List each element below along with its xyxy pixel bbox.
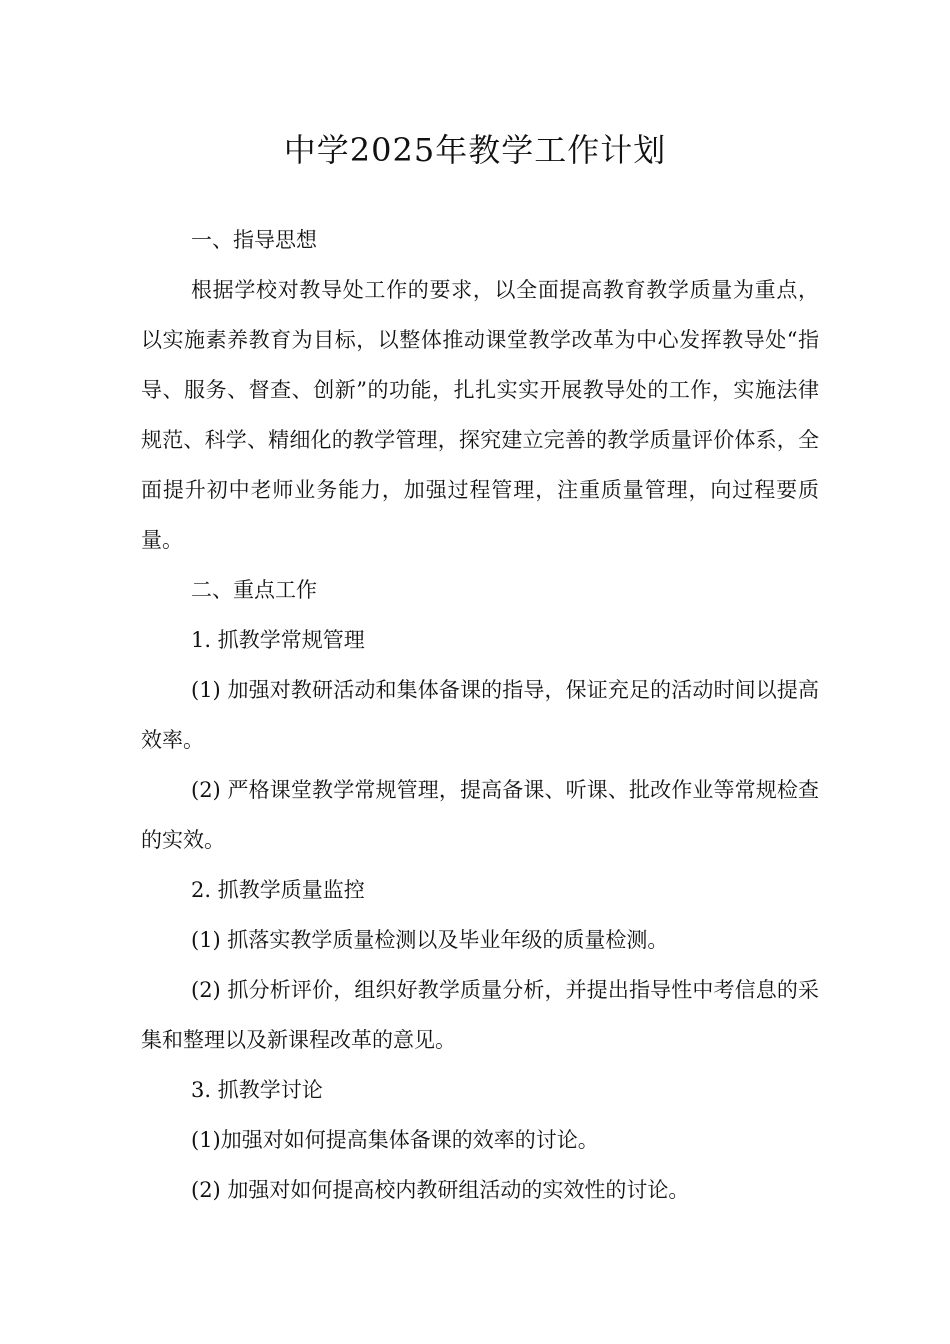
list-item-quality-1: (1) 抓落实教学质量检测以及毕业年级的质量检测。: [191, 928, 669, 952]
list-item-discussion-2: (2) 加强对如何提高校内教研组活动的实效性的讨论。: [191, 1178, 690, 1202]
subheading-routine-management: 1. 抓教学常规管理: [191, 628, 365, 652]
list-item-routine-1: (1) 加强对教研活动和集体备课的指导，保证充足的活动时间以提高效率。: [141, 678, 819, 752]
paragraph-guiding-ideology: 根据学校对教导处工作的要求，以全面提高教育教学质量为重点，以实施素养教育为目标，以整体推动课堂教学改革为中心发挥教导处“指导、服务、督查、创新”的功能，扎扎实实开展教导处的工作，实施法律规范、科学、精细化的教学管理，探究建立完善的教学质量评价体系，全面提升初中老师业务能力，加强过程管理，注重质量管理，向过程要质量。: [141, 278, 819, 552]
document-body: [141, 215, 819, 1215]
list-item-routine-2: (2) 严格课堂教学常规管理，提高备课、听课、批改作业等常规检查的实效。: [141, 778, 819, 852]
subheading-quality-monitoring: 2. 抓教学质量监控: [191, 878, 365, 902]
section-heading-key-work: 二、重点工作: [191, 578, 317, 602]
list-item-quality-2: (2) 抓分析评价，组织好教学质量分析，并提出指导性中考信息的采集和整理以及新课程改革的意见。: [141, 978, 819, 1052]
section-heading-guiding-ideology: 一、指导思想: [191, 228, 317, 252]
subheading-teaching-discussion: 3. 抓教学讨论: [191, 1078, 323, 1102]
list-item-discussion-1: (1)加强对如何提高集体备课的效率的讨论。: [191, 1128, 599, 1152]
document-title: 中学2025年教学工作计划: [283, 131, 667, 169]
